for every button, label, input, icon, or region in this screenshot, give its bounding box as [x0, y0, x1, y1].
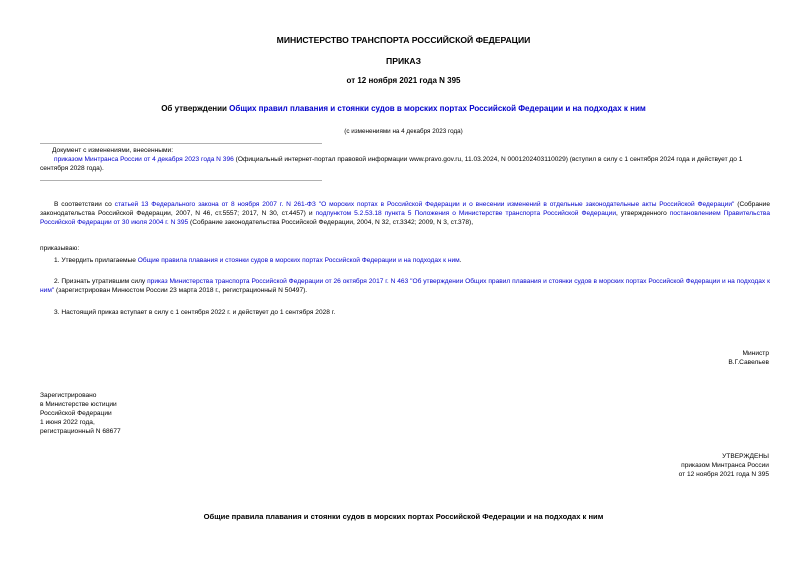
document-date-number: от 12 ноября 2021 года N 395 [346, 76, 461, 85]
amendment-details: (Официальный интернет-портал правовой информации www.pravo.gov.ru, 11.03.2024, N 0001202403110029) (вступил в силу с 1 сентября 2024 года и действует до 1 сентября 2028 года). [40, 156, 743, 172]
registration-line-5: регистрационный N 68677 [40, 428, 121, 435]
signature-position: Министр [742, 350, 769, 357]
approval-line-1: УТВЕРЖДЕНЫ [722, 453, 769, 460]
item-2-text: 2. Признать утратившим силу [54, 278, 148, 285]
preamble-text-3: , утвержденного [616, 210, 670, 217]
approval-line-3: от 12 ноября 2021 года N 395 [678, 471, 769, 478]
changes-text [40, 155, 770, 173]
title-link[interactable]: Общих правил плавания и стоянки судов в морских портах Российской Федерации и на подходах к ним [229, 104, 646, 113]
amendment-link[interactable]: приказом Минтранса России от 4 декабря 2023 года N 396 [54, 156, 234, 163]
document-type: ПРИКАЗ [386, 56, 421, 66]
signature-block [728, 349, 769, 367]
signature-name: В.Г.Савельев [728, 359, 769, 366]
registration-block [40, 391, 121, 436]
rules-link[interactable]: Общие правила плавания и стоянки судов в морских портах Российской Федерации и на подходах к ним [137, 257, 460, 264]
item-1-text: 1. Утвердить прилагаемые [54, 257, 138, 264]
regulation-link[interactable]: подпунктом 5.2.53.18 пункта 5 Положения о Министерстве транспорта Российской Федерации [315, 210, 617, 217]
divider-top [40, 143, 322, 144]
government-decree-link[interactable]: постановлением Правительства Российской Федерации от 30 июля 2004 г. N 395 [40, 210, 770, 226]
item-2-details: (зарегистрирован Минюстом России 23 марта 2018 г., регистрационный N 50497). [54, 287, 308, 294]
preamble-text-1: В соответствии со [54, 201, 115, 208]
registration-line-2: в Министерстве юстиции [40, 401, 117, 408]
title-prefix: Об утверждении [161, 104, 230, 113]
changes-intro: Документ с изменениями, внесенными: [52, 147, 174, 154]
ministry-heading: МИНИСТЕРСТВО ТРАНСПОРТА РОССИЙСКОЙ ФЕДЕРАЦИИ [276, 35, 531, 45]
item-3: 3. Настоящий приказ вступает в силу с 1 сентября 2022 г. и действует до 1 сентября 2028 г. [54, 309, 336, 316]
item-2 [40, 277, 770, 295]
registration-line-4: 1 июня 2022 года, [40, 419, 95, 426]
divider-bottom [40, 180, 322, 181]
preamble-text-2: (Собрание законодательства Российской Федерации, 2007, N 46, ст.5557; 2017, N 30, ст.4457) и [40, 201, 770, 217]
preamble-text-4: (Собрание законодательства Российской Федерации, 2004, N 32, ст.3342; 2009, N 3, ст.378), [188, 219, 474, 226]
item-1 [40, 256, 770, 265]
federal-law-link[interactable]: статьей 13 Федерального закона от 8 ноября 2007 г. N 261-ФЗ "О морских портах в Российской Федерации и о внесении изменений в отдельные законодательные акты Российской Федерации" [114, 201, 735, 208]
document-title [0, 104, 807, 113]
item-1-end: . [459, 257, 462, 264]
changes-note: (с изменениями на 4 декабря 2023 года) [344, 128, 463, 135]
preamble [40, 200, 770, 227]
changes-block [40, 146, 770, 173]
orders-word: приказываю: [40, 245, 80, 252]
annex-title: Общие правила плавания и стоянки судов в морских портах Российской Федерации и на подходах к ним [203, 512, 604, 521]
approval-line-2: приказом Минтранса России [681, 462, 769, 469]
approval-block [679, 452, 769, 479]
registration-line-1: Зарегистрировано [40, 392, 97, 399]
registration-line-3: Российской Федерации [40, 410, 112, 417]
repealed-order-link[interactable]: приказ Министерства транспорта Российской Федерации от 26 октября 2017 г. N 463 "Об утверждении Общих правил плавания и стоянки судов в морских портах Российской Федерации и на подходах к ним" [40, 278, 770, 294]
